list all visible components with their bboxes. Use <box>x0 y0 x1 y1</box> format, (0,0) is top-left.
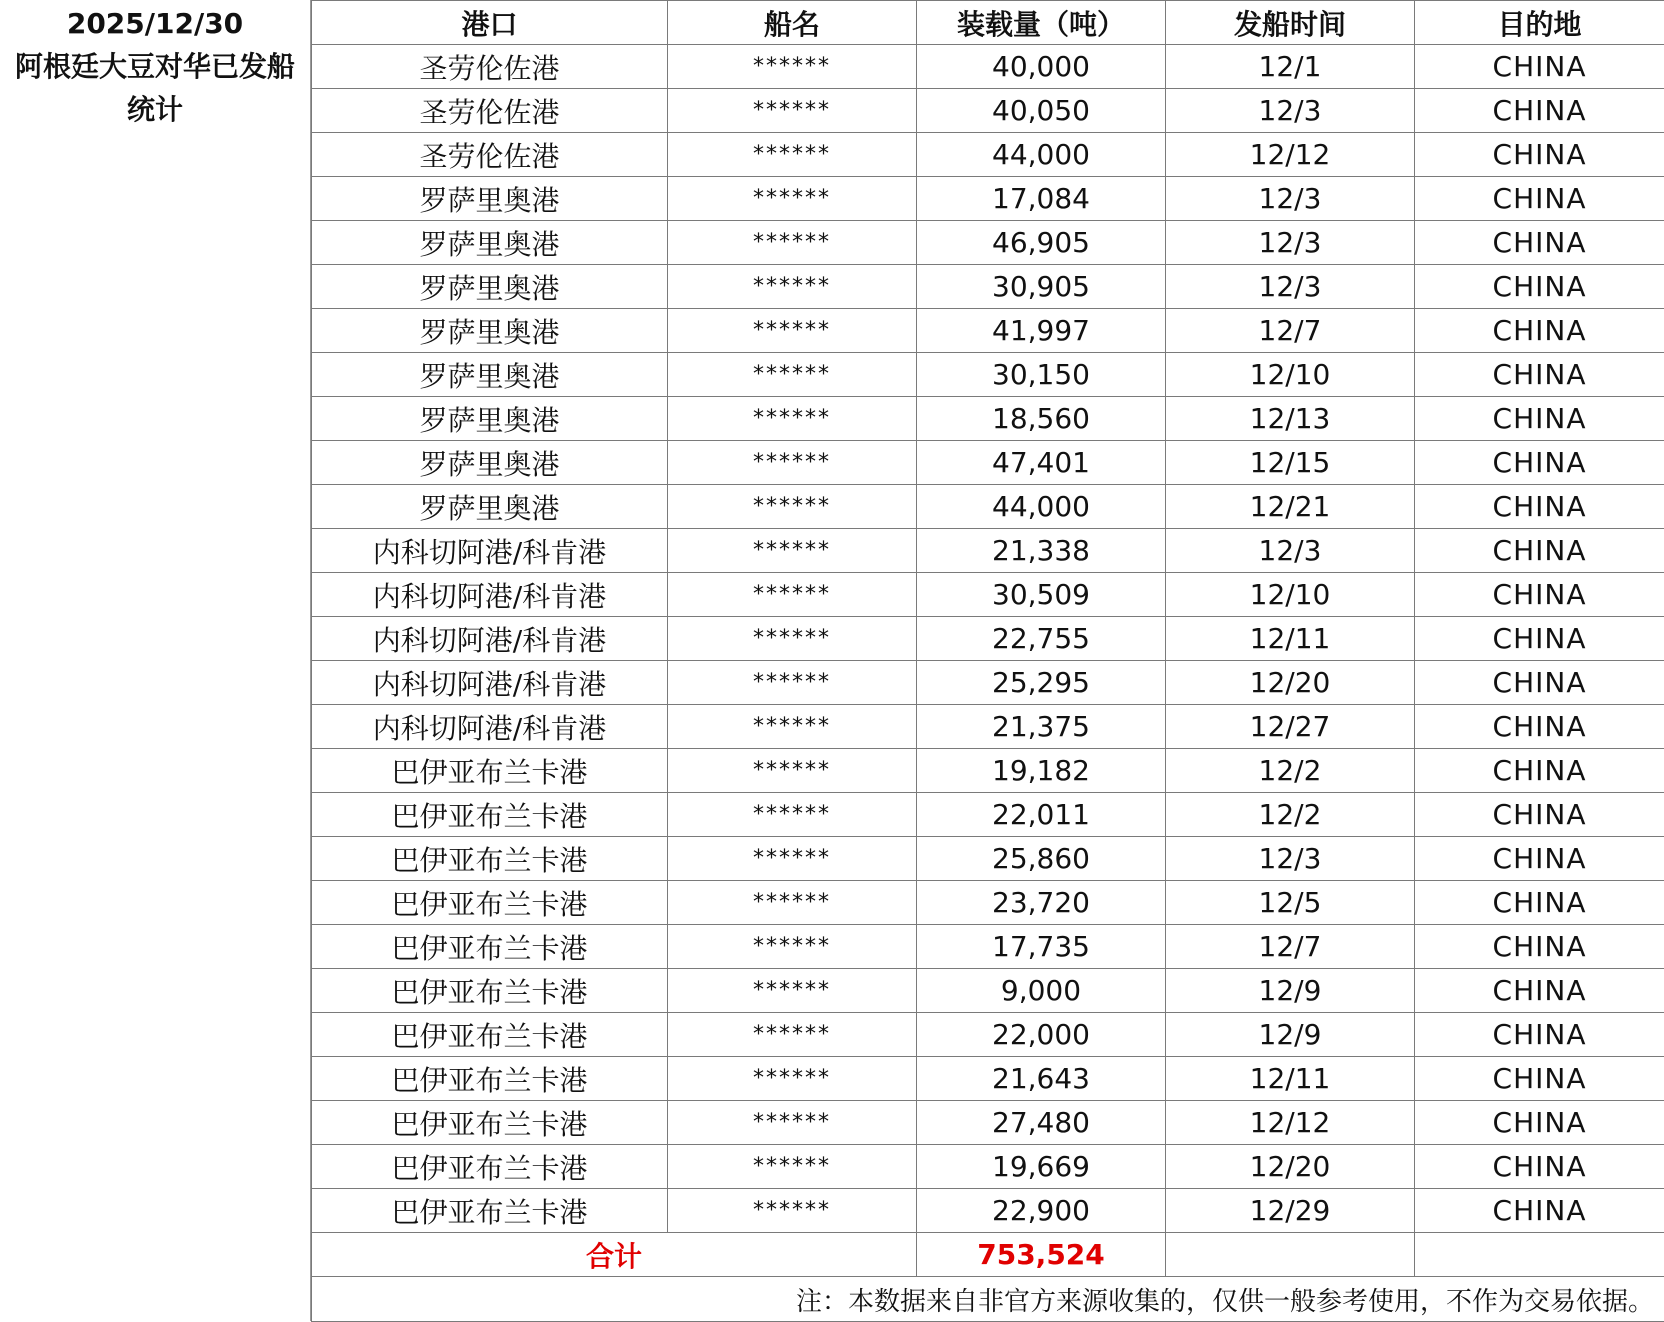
port-cell: 内科切阿港/科肯港 <box>312 617 668 661</box>
tonnage-cell: 30,150 <box>917 353 1166 397</box>
destination-cell: CHINA <box>1415 1101 1664 1145</box>
destination-cell: CHINA <box>1415 265 1664 309</box>
table-row <box>312 397 1664 441</box>
tonnage-cell: 25,860 <box>917 837 1166 881</box>
ship-name-cell: ****** <box>668 837 917 881</box>
ship-date-cell: 12/12 <box>1166 133 1415 177</box>
table-row <box>312 441 1664 485</box>
ship-date-cell: 12/11 <box>1166 1057 1415 1101</box>
ship-date-cell: 12/29 <box>1166 1189 1415 1233</box>
tonnage-cell: 9,000 <box>917 969 1166 1013</box>
tonnage-cell: 21,375 <box>917 705 1166 749</box>
ship-date-cell: 12/7 <box>1166 925 1415 969</box>
port-cell: 巴伊亚布兰卡港 <box>312 749 668 793</box>
destination-cell: CHINA <box>1415 573 1664 617</box>
ship-name-cell: ****** <box>668 661 917 705</box>
port-cell: 巴伊亚布兰卡港 <box>312 1189 668 1233</box>
ship-name-cell: ****** <box>668 1013 917 1057</box>
destination-cell: CHINA <box>1415 353 1664 397</box>
table-row <box>312 573 1664 617</box>
destination-cell: CHINA <box>1415 485 1664 529</box>
destination-cell: CHINA <box>1415 617 1664 661</box>
header-ship-date: 发船时间 <box>1166 1 1415 45</box>
ship-date-cell: 12/3 <box>1166 221 1415 265</box>
ship-date-cell: 12/15 <box>1166 441 1415 485</box>
destination-cell: CHINA <box>1415 89 1664 133</box>
ship-name-cell: ****** <box>668 925 917 969</box>
ship-name-cell: ****** <box>668 1101 917 1145</box>
ship-date-cell: 12/10 <box>1166 573 1415 617</box>
table-row <box>312 1145 1664 1189</box>
table-row <box>312 1057 1664 1101</box>
ship-date-cell: 12/7 <box>1166 309 1415 353</box>
table-row <box>312 177 1664 221</box>
table-row <box>312 1013 1664 1057</box>
destination-cell: CHINA <box>1415 397 1664 441</box>
table-row <box>312 485 1664 529</box>
port-cell: 圣劳伦佐港 <box>312 45 668 89</box>
ship-name-cell: ****** <box>668 133 917 177</box>
tonnage-cell: 18,560 <box>917 397 1166 441</box>
table-row <box>312 1101 1664 1145</box>
ship-date-cell: 12/9 <box>1166 1013 1415 1057</box>
report-date: 2025/12/30 <box>0 2 310 45</box>
destination-cell: CHINA <box>1415 1057 1664 1101</box>
table-row <box>312 617 1664 661</box>
ship-name-cell: ****** <box>668 1145 917 1189</box>
table-row <box>312 133 1664 177</box>
port-cell: 巴伊亚布兰卡港 <box>312 1101 668 1145</box>
table-row <box>312 309 1664 353</box>
destination-cell: CHINA <box>1415 309 1664 353</box>
tonnage-cell: 30,509 <box>917 573 1166 617</box>
ship-name-cell: ****** <box>668 749 917 793</box>
tonnage-cell: 27,480 <box>917 1101 1166 1145</box>
ship-name-cell: ****** <box>668 265 917 309</box>
tonnage-cell: 22,000 <box>917 1013 1166 1057</box>
total-empty-date <box>1166 1233 1415 1277</box>
destination-cell: CHINA <box>1415 881 1664 925</box>
port-cell: 内科切阿港/科肯港 <box>312 705 668 749</box>
port-cell: 内科切阿港/科肯港 <box>312 573 668 617</box>
destination-cell: CHINA <box>1415 1013 1664 1057</box>
table-row <box>312 749 1664 793</box>
port-cell: 巴伊亚布兰卡港 <box>312 793 668 837</box>
table-row <box>312 969 1664 1013</box>
table-row <box>312 925 1664 969</box>
tonnage-cell: 25,295 <box>917 661 1166 705</box>
total-label: 合计 <box>312 1233 917 1277</box>
ship-name-cell: ****** <box>668 705 917 749</box>
ship-date-cell: 12/21 <box>1166 485 1415 529</box>
table-row <box>312 353 1664 397</box>
header-row <box>312 1 1664 45</box>
tonnage-cell: 22,011 <box>917 793 1166 837</box>
destination-cell: CHINA <box>1415 1189 1664 1233</box>
port-cell: 圣劳伦佐港 <box>312 89 668 133</box>
tonnage-cell: 19,182 <box>917 749 1166 793</box>
ship-name-cell: ****** <box>668 309 917 353</box>
ship-name-cell: ****** <box>668 969 917 1013</box>
tonnage-cell: 19,669 <box>917 1145 1166 1189</box>
tonnage-cell: 22,900 <box>917 1189 1166 1233</box>
port-cell: 罗萨里奥港 <box>312 485 668 529</box>
ship-name-cell: ****** <box>668 573 917 617</box>
port-cell: 罗萨里奥港 <box>312 265 668 309</box>
table-row <box>312 837 1664 881</box>
table-row <box>312 793 1664 837</box>
destination-cell: CHINA <box>1415 925 1664 969</box>
tonnage-cell: 44,000 <box>917 485 1166 529</box>
ship-name-cell: ****** <box>668 1057 917 1101</box>
header-port: 港口 <box>312 1 668 45</box>
tonnage-cell: 23,720 <box>917 881 1166 925</box>
port-cell: 圣劳伦佐港 <box>312 133 668 177</box>
destination-cell: CHINA <box>1415 133 1664 177</box>
port-cell: 罗萨里奥港 <box>312 177 668 221</box>
table-row <box>312 45 1664 89</box>
report-title-text: 阿根廷大豆对华已发船统计 <box>0 45 310 131</box>
ship-date-cell: 12/12 <box>1166 1101 1415 1145</box>
disclaimer-note: 注：本数据来自非官方来源收集的，仅供一般参考使用，不作为交易依据。 <box>312 1277 1664 1322</box>
header-ship-name: 船名 <box>668 1 917 45</box>
tonnage-cell: 40,050 <box>917 89 1166 133</box>
destination-cell: CHINA <box>1415 837 1664 881</box>
tonnage-cell: 47,401 <box>917 441 1166 485</box>
note-row <box>312 1277 1664 1322</box>
destination-cell: CHINA <box>1415 661 1664 705</box>
ship-name-cell: ****** <box>668 397 917 441</box>
shipment-table <box>311 0 1664 1322</box>
port-cell: 巴伊亚布兰卡港 <box>312 881 668 925</box>
ship-name-cell: ****** <box>668 881 917 925</box>
port-cell: 巴伊亚布兰卡港 <box>312 925 668 969</box>
tonnage-cell: 22,755 <box>917 617 1166 661</box>
ship-name-cell: ****** <box>668 485 917 529</box>
port-cell: 巴伊亚布兰卡港 <box>312 837 668 881</box>
title-panel <box>0 0 311 1321</box>
ship-name-cell: ****** <box>668 89 917 133</box>
ship-date-cell: 12/13 <box>1166 397 1415 441</box>
tonnage-cell: 40,000 <box>917 45 1166 89</box>
tonnage-cell: 44,000 <box>917 133 1166 177</box>
ship-date-cell: 12/3 <box>1166 89 1415 133</box>
destination-cell: CHINA <box>1415 441 1664 485</box>
destination-cell: CHINA <box>1415 1145 1664 1189</box>
ship-name-cell: ****** <box>668 793 917 837</box>
destination-cell: CHINA <box>1415 529 1664 573</box>
ship-name-cell: ****** <box>668 221 917 265</box>
port-cell: 内科切阿港/科肯港 <box>312 529 668 573</box>
table-row <box>312 705 1664 749</box>
destination-cell: CHINA <box>1415 749 1664 793</box>
tonnage-cell: 21,643 <box>917 1057 1166 1101</box>
ship-date-cell: 12/5 <box>1166 881 1415 925</box>
tonnage-cell: 17,084 <box>917 177 1166 221</box>
ship-name-cell: ****** <box>668 441 917 485</box>
port-cell: 巴伊亚布兰卡港 <box>312 969 668 1013</box>
ship-date-cell: 12/3 <box>1166 529 1415 573</box>
destination-cell: CHINA <box>1415 221 1664 265</box>
tonnage-cell: 17,735 <box>917 925 1166 969</box>
table-row <box>312 221 1664 265</box>
ship-date-cell: 12/10 <box>1166 353 1415 397</box>
ship-date-cell: 12/3 <box>1166 265 1415 309</box>
ship-date-cell: 12/3 <box>1166 837 1415 881</box>
ship-date-cell: 12/2 <box>1166 793 1415 837</box>
destination-cell: CHINA <box>1415 705 1664 749</box>
ship-name-cell: ****** <box>668 177 917 221</box>
header-destination: 目的地 <box>1415 1 1664 45</box>
ship-date-cell: 12/1 <box>1166 45 1415 89</box>
destination-cell: CHINA <box>1415 793 1664 837</box>
total-empty-dest <box>1415 1233 1664 1277</box>
ship-date-cell: 12/2 <box>1166 749 1415 793</box>
table-row <box>312 265 1664 309</box>
ship-date-cell: 12/3 <box>1166 177 1415 221</box>
table-row <box>312 1189 1664 1233</box>
ship-date-cell: 12/20 <box>1166 661 1415 705</box>
table-row <box>312 89 1664 133</box>
destination-cell: CHINA <box>1415 45 1664 89</box>
tonnage-cell: 41,997 <box>917 309 1166 353</box>
total-row <box>312 1233 1664 1277</box>
ship-name-cell: ****** <box>668 1189 917 1233</box>
ship-name-cell: ****** <box>668 353 917 397</box>
tonnage-cell: 30,905 <box>917 265 1166 309</box>
destination-cell: CHINA <box>1415 969 1664 1013</box>
destination-cell: CHINA <box>1415 177 1664 221</box>
table-row <box>312 529 1664 573</box>
port-cell: 罗萨里奥港 <box>312 309 668 353</box>
port-cell: 巴伊亚布兰卡港 <box>312 1057 668 1101</box>
port-cell: 巴伊亚布兰卡港 <box>312 1145 668 1189</box>
ship-date-cell: 12/9 <box>1166 969 1415 1013</box>
ship-date-cell: 12/20 <box>1166 1145 1415 1189</box>
tonnage-cell: 46,905 <box>917 221 1166 265</box>
ship-name-cell: ****** <box>668 45 917 89</box>
port-cell: 罗萨里奥港 <box>312 353 668 397</box>
ship-date-cell: 12/11 <box>1166 617 1415 661</box>
total-value: 753,524 <box>917 1233 1166 1277</box>
table-row <box>312 661 1664 705</box>
tonnage-cell: 21,338 <box>917 529 1166 573</box>
port-cell: 罗萨里奥港 <box>312 441 668 485</box>
port-cell: 巴伊亚布兰卡港 <box>312 1013 668 1057</box>
port-cell: 内科切阿港/科肯港 <box>312 661 668 705</box>
header-tonnage: 装载量（吨） <box>917 1 1166 45</box>
port-cell: 罗萨里奥港 <box>312 397 668 441</box>
table-row <box>312 881 1664 925</box>
port-cell: 罗萨里奥港 <box>312 221 668 265</box>
report-title <box>0 0 310 131</box>
ship-name-cell: ****** <box>668 617 917 661</box>
ship-date-cell: 12/27 <box>1166 705 1415 749</box>
ship-name-cell: ****** <box>668 529 917 573</box>
